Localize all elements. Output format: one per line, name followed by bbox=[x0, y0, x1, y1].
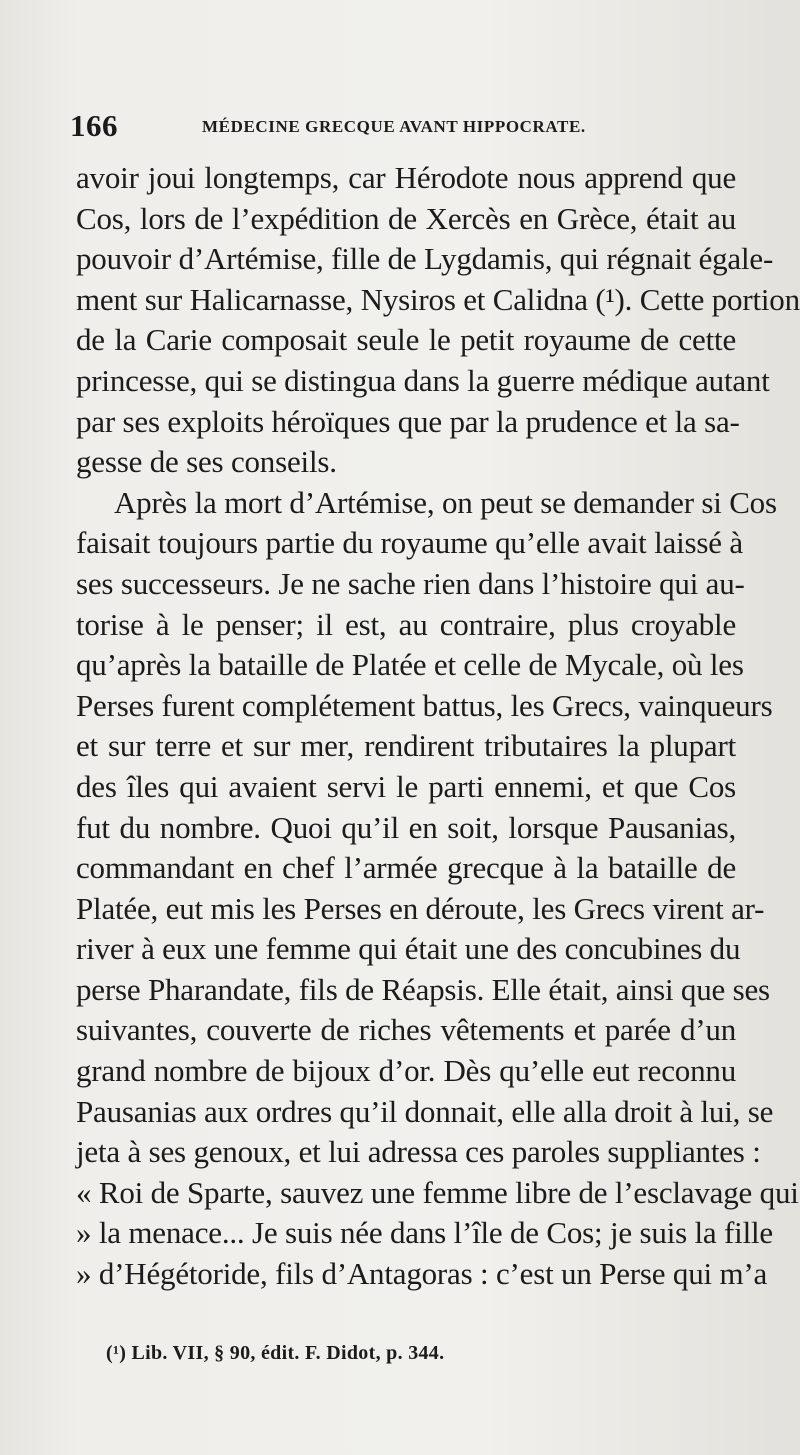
text-line: river à eux une femme qui était une des concubines du bbox=[76, 931, 741, 967]
text-line: ses successeurs. Je ne sache rien dans l’histoire qui au- bbox=[76, 565, 745, 601]
footnote: (¹) Lib. VII, § 90, édit. F. Didot, p. 344. bbox=[106, 1342, 445, 1364]
running-title: MÉDECINE GRECQUE AVANT HIPPOCRATE. bbox=[202, 117, 586, 136]
text-line: grand nombre de bijoux d’or. Dès qu’elle eut reconnu bbox=[76, 1053, 736, 1089]
text-line: jeta à ses genoux, et lui adressa ces paroles suppliantes : bbox=[76, 1134, 761, 1170]
text-line: » d’Hégétoride, fils d’Antagoras : c’est un Perse qui m’a bbox=[76, 1256, 768, 1292]
text-line: Perses furent complétement battus, les Grecs, vainqueurs bbox=[76, 687, 773, 723]
text-line: Après la mort d’Artémise, on peut se demander si Cos bbox=[114, 484, 777, 520]
text-line: Platée, eut mis les Perses en déroute, les Grecs virent ar- bbox=[76, 890, 765, 926]
text-line: commandant en chef l’armée grecque à la bataille de bbox=[76, 850, 736, 886]
text-line: avoir joui longtemps, car Hérodote nous apprend que bbox=[76, 160, 736, 195]
text-line: suivantes, couverte de riches vêtements et parée d’un bbox=[76, 1012, 736, 1048]
text-line: faisait toujours partie du royaume qu’elle avait laissé à bbox=[76, 525, 743, 561]
text-line: princesse, qui se distingua dans la guerre médique autant bbox=[76, 362, 770, 398]
body-text bbox=[76, 158, 800, 1295]
text-line: Cos, lors de l’expédition de Xercès en Grèce, était au bbox=[76, 200, 736, 236]
text-line: ment sur Halicarnasse, Nysiros et Calidna (¹). Cette portion bbox=[76, 281, 800, 317]
text-line: et sur terre et sur mer, rendirent tributaires la plupart bbox=[76, 728, 736, 764]
text-line: par ses exploits héroïques que par la prudence et la sa- bbox=[76, 403, 740, 439]
text-line: gesse de ses conseils. bbox=[76, 444, 337, 480]
text-line: qu’après la bataille de Platée et celle de Mycale, où les bbox=[76, 647, 744, 683]
text-line: Pausanias aux ordres qu’il donnait, elle alla droit à lui, se bbox=[76, 1093, 774, 1129]
page-number: 166 bbox=[70, 108, 118, 143]
text-line: perse Pharandate, fils de Réapsis. Elle était, ainsi que ses bbox=[76, 971, 770, 1007]
text-line: de la Carie composait seule le petit royaume de cette bbox=[76, 322, 736, 358]
text-line: fut du nombre. Quoi qu’il en soit, lorsque Pausanias, bbox=[76, 809, 736, 845]
text-line: torise à le penser; il est, au contraire, plus croyable bbox=[76, 606, 736, 642]
text-line: pouvoir d’Artémise, fille de Lygdamis, qui régnait égale- bbox=[76, 241, 774, 277]
page-header bbox=[70, 108, 760, 152]
text-line: des îles qui avaient servi le parti ennemi, et que Cos bbox=[76, 768, 736, 804]
text-line: » la menace... Je suis née dans l’île de Cos; je suis la fille bbox=[76, 1215, 773, 1251]
text-line: « Roi de Sparte, sauvez une femme libre de l’esclavage qui bbox=[76, 1174, 799, 1210]
